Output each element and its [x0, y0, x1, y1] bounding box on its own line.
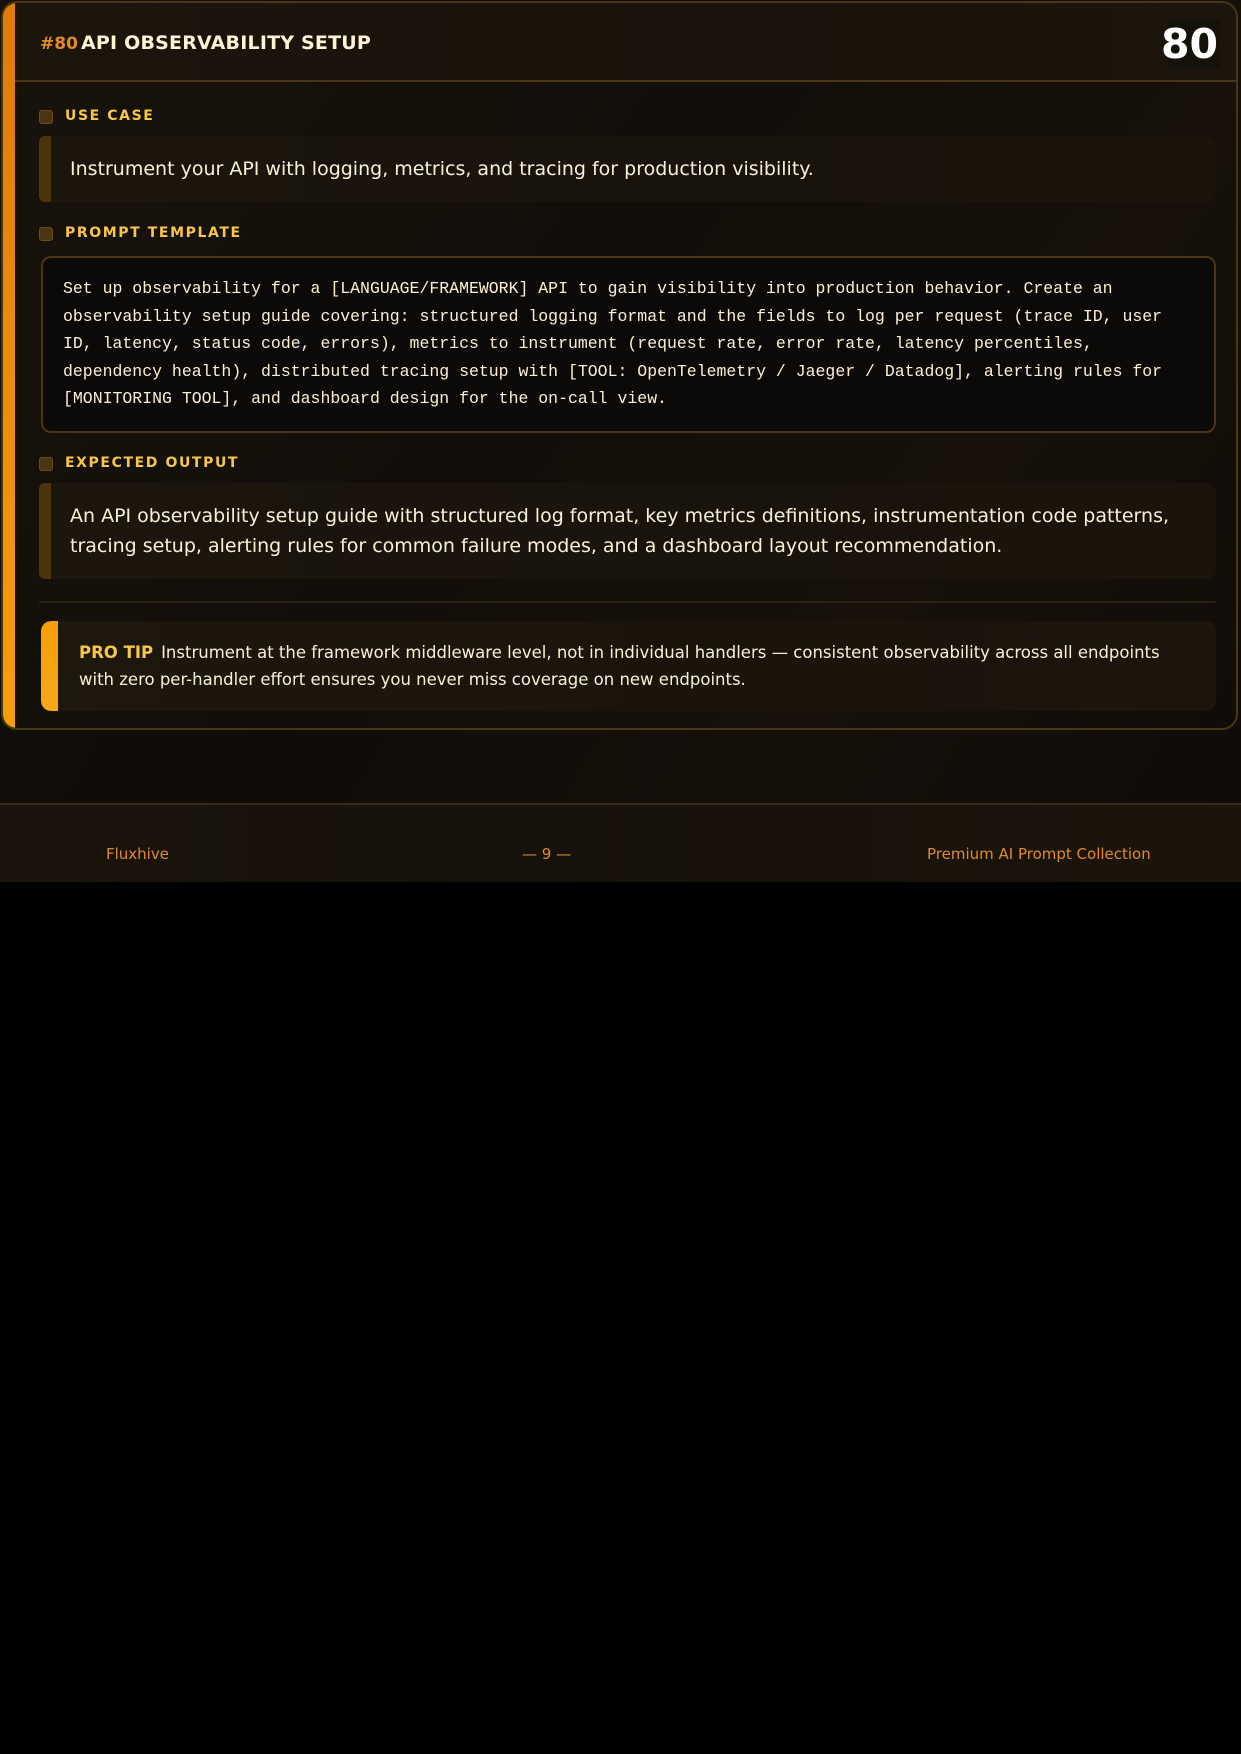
- use-case-text: Instrument your API with logging, metrics, and tracing for production visibility.: [70, 158, 814, 180]
- footer-brand: Fluxhive: [106, 845, 169, 863]
- pro-tip-accent-bar: [41, 621, 58, 711]
- quote-bar: [39, 136, 51, 202]
- checkbox-icon: [39, 457, 53, 471]
- quote-bar: [39, 483, 51, 579]
- prompt-number-label: #80: [40, 34, 78, 54]
- checkbox-icon: [39, 227, 53, 241]
- expected-output-label-text: EXPECTED OUTPUT: [65, 455, 240, 471]
- prompt-template-text[interactable]: Set up observability for a [LANGUAGE/FRAMEWORK] API to gain visibility into production behavior. Create an observability setup guide covering: structured logging format and the fields to log per request (trace ID, user ID, latency, status code, errors), metrics to instrument (request rate, error rate, latency percentiles, dependency health), distributed tracing setup with [TOOL: OpenTelemetry / Jaeger / Datadog], alerting rules for [MONITORING TOOL], and dashboard design for the on-call view.: [63, 279, 1163, 408]
- pro-tip-box: [41, 621, 1216, 711]
- prompt-card: [1, 1, 1238, 730]
- pro-tip-label: PRO TIP: [79, 643, 154, 662]
- footer-page-number: — 9 —: [522, 845, 572, 863]
- pro-tip-text: Instrument at the framework middleware level, not in individual handlers — consistent observability across all endpoints with zero per-handler effort ensures you never miss coverage on new endpoints.: [79, 643, 1160, 689]
- expected-output-block: [39, 483, 1216, 579]
- prompt-template-block[interactable]: [41, 256, 1216, 433]
- prompt-number-badge: [1160, 19, 1220, 69]
- section-divider: [39, 601, 1216, 603]
- use-case-label-text: USE CASE: [65, 108, 155, 124]
- page-footer: [0, 803, 1241, 882]
- footer-collection: Premium AI Prompt Collection: [927, 845, 1151, 863]
- prompt-template-label-text: PROMPT TEMPLATE: [65, 225, 242, 241]
- pro-tip-content: [79, 639, 1188, 693]
- card-header: [15, 3, 1236, 82]
- prompt-title: API OBSERVABILITY SETUP: [81, 32, 371, 54]
- card-accent-bar: [3, 3, 15, 728]
- use-case-block: [39, 136, 1216, 202]
- prompt-number-badge-text: 80: [1160, 20, 1218, 68]
- checkbox-icon: [39, 110, 53, 124]
- expected-output-text: An API observability setup guide with structured log format, key metrics definitions, instrumentation code patterns, tracing setup, alerting rules for common failure modes, and a dashboard layout recommendation.: [70, 505, 1170, 557]
